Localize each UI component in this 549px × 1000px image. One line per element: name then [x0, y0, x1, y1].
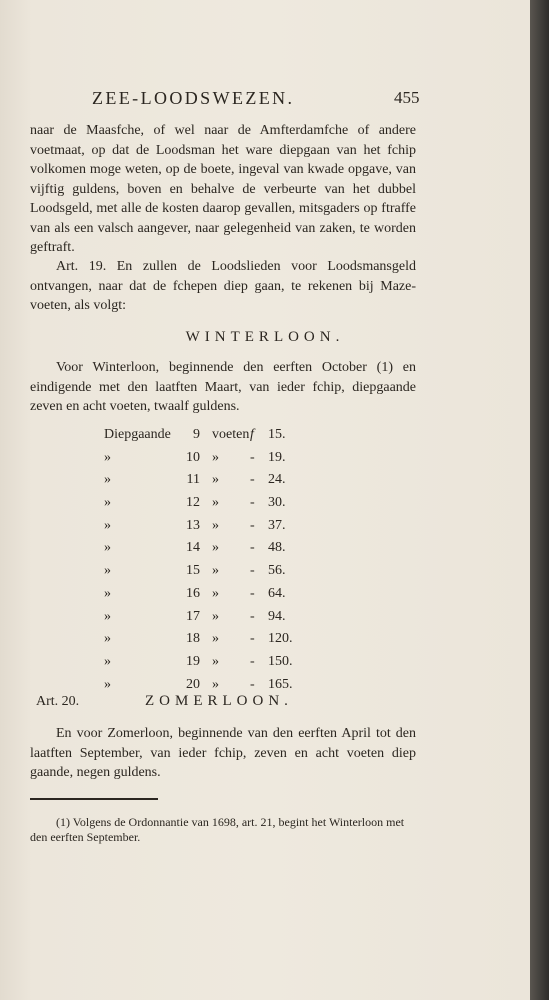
page-edge	[530, 0, 549, 1000]
row-label: »	[104, 631, 111, 647]
row-value: 48.	[268, 540, 286, 556]
paragraph-text: En voor Zomerloon, beginnende van den eerften April tot den laatften September, van ieder fchip, zeven en acht voeten diep gaande, negen guldens.	[30, 726, 416, 780]
row-depth: 18	[186, 631, 200, 647]
row-depth: 16	[186, 585, 200, 601]
table-row	[104, 609, 344, 632]
row-unit: »	[212, 608, 219, 624]
paragraph-text: Art. 19. En zullen de Loodslieden voor Loodsmansgeld ontvangen, naar dat de fchepen diep gaan, te rekenen bij Maze-voeten, als volgt:	[30, 259, 416, 313]
footnote	[30, 815, 416, 845]
row-value: 56.	[268, 563, 286, 579]
row-label: »	[104, 608, 111, 624]
row-depth: 15	[186, 563, 200, 579]
row-currency: -	[250, 585, 255, 601]
row-value: 30.	[268, 495, 286, 511]
row-depth: 20	[186, 676, 200, 692]
table-row	[104, 518, 344, 541]
table-row	[104, 586, 344, 609]
paragraph-winterloon	[30, 358, 416, 417]
row-unit: »	[212, 563, 219, 579]
row-currency: -	[250, 540, 255, 556]
row-unit: voeten	[212, 427, 250, 442]
row-value: 165.	[268, 676, 293, 692]
row-currency: -	[250, 676, 255, 692]
row-depth: 12	[186, 495, 200, 511]
row-depth: 19	[186, 653, 200, 669]
heading-zomerloon: ZOMERLOON.	[145, 693, 293, 709]
row-unit: »	[212, 449, 219, 465]
row-depth: 14	[186, 540, 200, 556]
rate-table	[104, 427, 344, 699]
row-value: 150.	[268, 653, 293, 669]
row-currency: -	[250, 517, 255, 533]
row-currency: f	[250, 427, 254, 442]
table-row	[104, 631, 344, 654]
row-label: »	[104, 676, 111, 692]
row-depth: 11	[186, 472, 200, 488]
row-depth: 13	[186, 517, 200, 533]
row-unit: »	[212, 540, 219, 556]
table-row	[104, 540, 344, 563]
row-currency: -	[250, 495, 255, 511]
row-label: »	[104, 540, 111, 556]
table-row	[104, 450, 344, 473]
row-label: »	[104, 517, 111, 533]
article-number: Art. 20.	[36, 694, 80, 709]
paragraph-text: naar de Maasfche, of wel naar de Amfterdamfche of andere voetmaat, op dat de Loodsman het ware diepgaan van het fchip volkomen moge weten, op de boete, ingeval van kwade opgave, van vijftig guldens, boven en behalve de verbeurte van het dubbel Loodsgeld, met alle de kosten daarop gevallen, mitsgaders op ftraffe van als een valsch aangever, naar gelegenheid van zaken, te worden geftraft.	[30, 123, 416, 255]
row-value: 24.	[268, 472, 286, 488]
paragraph-continuation	[30, 121, 416, 258]
paragraph-art-19	[30, 257, 416, 316]
row-currency: -	[250, 631, 255, 647]
row-unit: »	[212, 631, 219, 647]
row-label: »	[104, 449, 111, 465]
row-currency: -	[250, 608, 255, 624]
row-unit: »	[212, 472, 219, 488]
row-label: Diepgaande	[104, 427, 171, 442]
running-title: ZEE-LOODSWEZEN.	[92, 88, 295, 108]
paragraph-zomerloon	[30, 724, 416, 783]
row-unit: »	[212, 653, 219, 669]
row-depth: 17	[186, 608, 200, 624]
row-depth: 10	[186, 449, 200, 465]
row-depth: 9	[193, 427, 200, 442]
table-row	[104, 654, 344, 677]
row-unit: »	[212, 585, 219, 601]
row-label: »	[104, 472, 111, 488]
row-currency: -	[250, 472, 255, 488]
row-label: »	[104, 585, 111, 601]
row-value: 120.	[268, 631, 293, 647]
row-value: 15.	[268, 427, 286, 442]
row-label: »	[104, 653, 111, 669]
row-value: 37.	[268, 517, 286, 533]
row-value: 64.	[268, 585, 286, 601]
row-label: »	[104, 495, 111, 511]
table-row	[104, 495, 344, 518]
row-currency: -	[250, 449, 255, 465]
row-value: 94.	[268, 608, 286, 624]
heading-winterloon: WINTERLOON.	[185, 329, 345, 345]
row-currency: -	[250, 653, 255, 669]
row-value: 19.	[268, 449, 286, 465]
row-currency: -	[250, 563, 255, 579]
row-unit: »	[212, 495, 219, 511]
table-row	[104, 427, 344, 450]
footnote-divider	[30, 798, 158, 800]
footnote-text: (1) Volgens de Ordonnantie van 1698, art. 21, begint het Winterloon met den eerften September.	[30, 815, 405, 844]
table-row	[104, 563, 344, 586]
row-unit: »	[212, 676, 219, 692]
table-row	[104, 472, 344, 495]
row-label: »	[104, 563, 111, 579]
paragraph-text: Voor Winterloon, beginnende den eerften October (1) en eindigende met den laatften Maart, van ieder fchip, diepgaande zeven en acht voeten, twaalf guldens.	[30, 360, 416, 414]
page-number: 455	[394, 88, 420, 107]
row-unit: »	[212, 517, 219, 533]
